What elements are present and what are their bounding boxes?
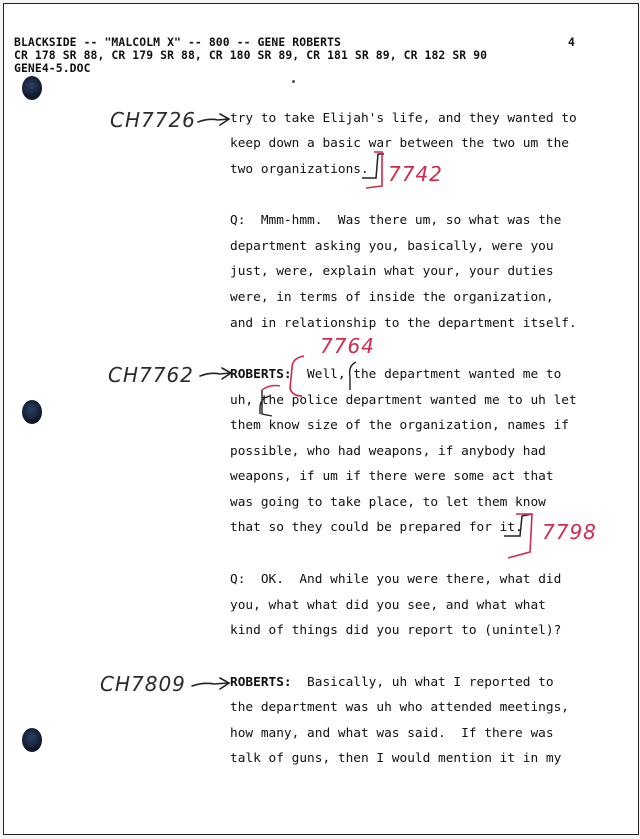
- transcript-line: just, were, explain what your, your duties: [230, 264, 554, 279]
- black-bracket-mark: [504, 514, 532, 536]
- red-bracket-mark: [366, 152, 382, 188]
- red-bracket-mark: [262, 386, 280, 391]
- black-bracket-mark: [350, 362, 356, 390]
- speaker-label: Q:: [230, 572, 246, 587]
- margin-note-ch7809: CH7809: [100, 672, 186, 696]
- speaker-label: ROBERTS:: [230, 367, 292, 382]
- header-filename: GENE4-5.DOC: [14, 61, 91, 75]
- transcript-line: and in relationship to the department itself.: [230, 316, 577, 331]
- utterance-text: Mmm-hmm. Was there um, so what was the: [245, 213, 562, 228]
- black-bracket-mark: [362, 154, 384, 178]
- transcript-line: talk of guns, then I would mention it in my: [230, 751, 562, 766]
- transcript-line: how many, and what was said. If there was: [230, 726, 554, 741]
- margin-note-ch7762: CH7762: [108, 363, 194, 387]
- timecode-7798: 7798: [542, 520, 597, 544]
- transcript-line: department asking you, basically, were you: [230, 239, 554, 254]
- header-roll-info: CR 178 SR 88, CR 179 SR 88, CR 180 SR 89, CR 181 SR 89, CR 182 SR 90: [14, 48, 488, 62]
- speaker-label: ROBERTS:: [230, 675, 292, 690]
- page-number: 4: [568, 35, 575, 49]
- transcript-line: try to take Elijah's life, and they wanted to: [230, 111, 577, 126]
- red-bracket-mark: [290, 356, 304, 396]
- transcript-line: two organizations.: [230, 162, 369, 177]
- transcript-line: were, in terms of inside the organization,: [230, 290, 554, 305]
- transcript-line: you, what what did you see, and what what: [230, 598, 546, 613]
- header-title: BLACKSIDE -- "MALCOLM X" -- 800 -- GENE ROBERTS: [14, 35, 342, 49]
- pen-annotations: [4, 4, 638, 834]
- transcript-line: kind of things did you report to (unintel)?: [230, 623, 562, 638]
- timecode-7742: 7742: [388, 162, 443, 186]
- utterance-text: Basically, uh what I reported to: [291, 675, 554, 690]
- handwritten-arrow-icon: [200, 368, 231, 379]
- transcript-line: keep down a basic war between the two um the: [230, 136, 569, 151]
- transcript-line: weapons, if um if there were some act that: [230, 469, 554, 484]
- transcript-line: uh, the police department wanted me to uh let: [230, 393, 577, 408]
- black-bracket-mark: [260, 390, 272, 416]
- speaker-label: Q:: [230, 213, 246, 228]
- handwritten-arrow-icon: [198, 114, 229, 125]
- handwritten-arrow-icon: [192, 678, 229, 689]
- transcript-line: was going to take place, to let them know: [230, 495, 546, 510]
- transcript-line: possible, who had weapons, if anybody had: [230, 444, 546, 459]
- document-page: [3, 3, 639, 835]
- utterance-text: OK. And while you were there, what did: [245, 572, 562, 587]
- utterance-text: Well, the department wanted me to: [291, 367, 562, 382]
- margin-note-ch7726: CH7726: [110, 108, 196, 132]
- timecode-7764: 7764: [320, 334, 375, 358]
- transcript-line: the department was uh who attended meetings,: [230, 700, 569, 715]
- transcript-line: them know size of the organization, names if: [230, 418, 569, 433]
- transcript-line: that so they could be prepared for it.: [230, 520, 523, 535]
